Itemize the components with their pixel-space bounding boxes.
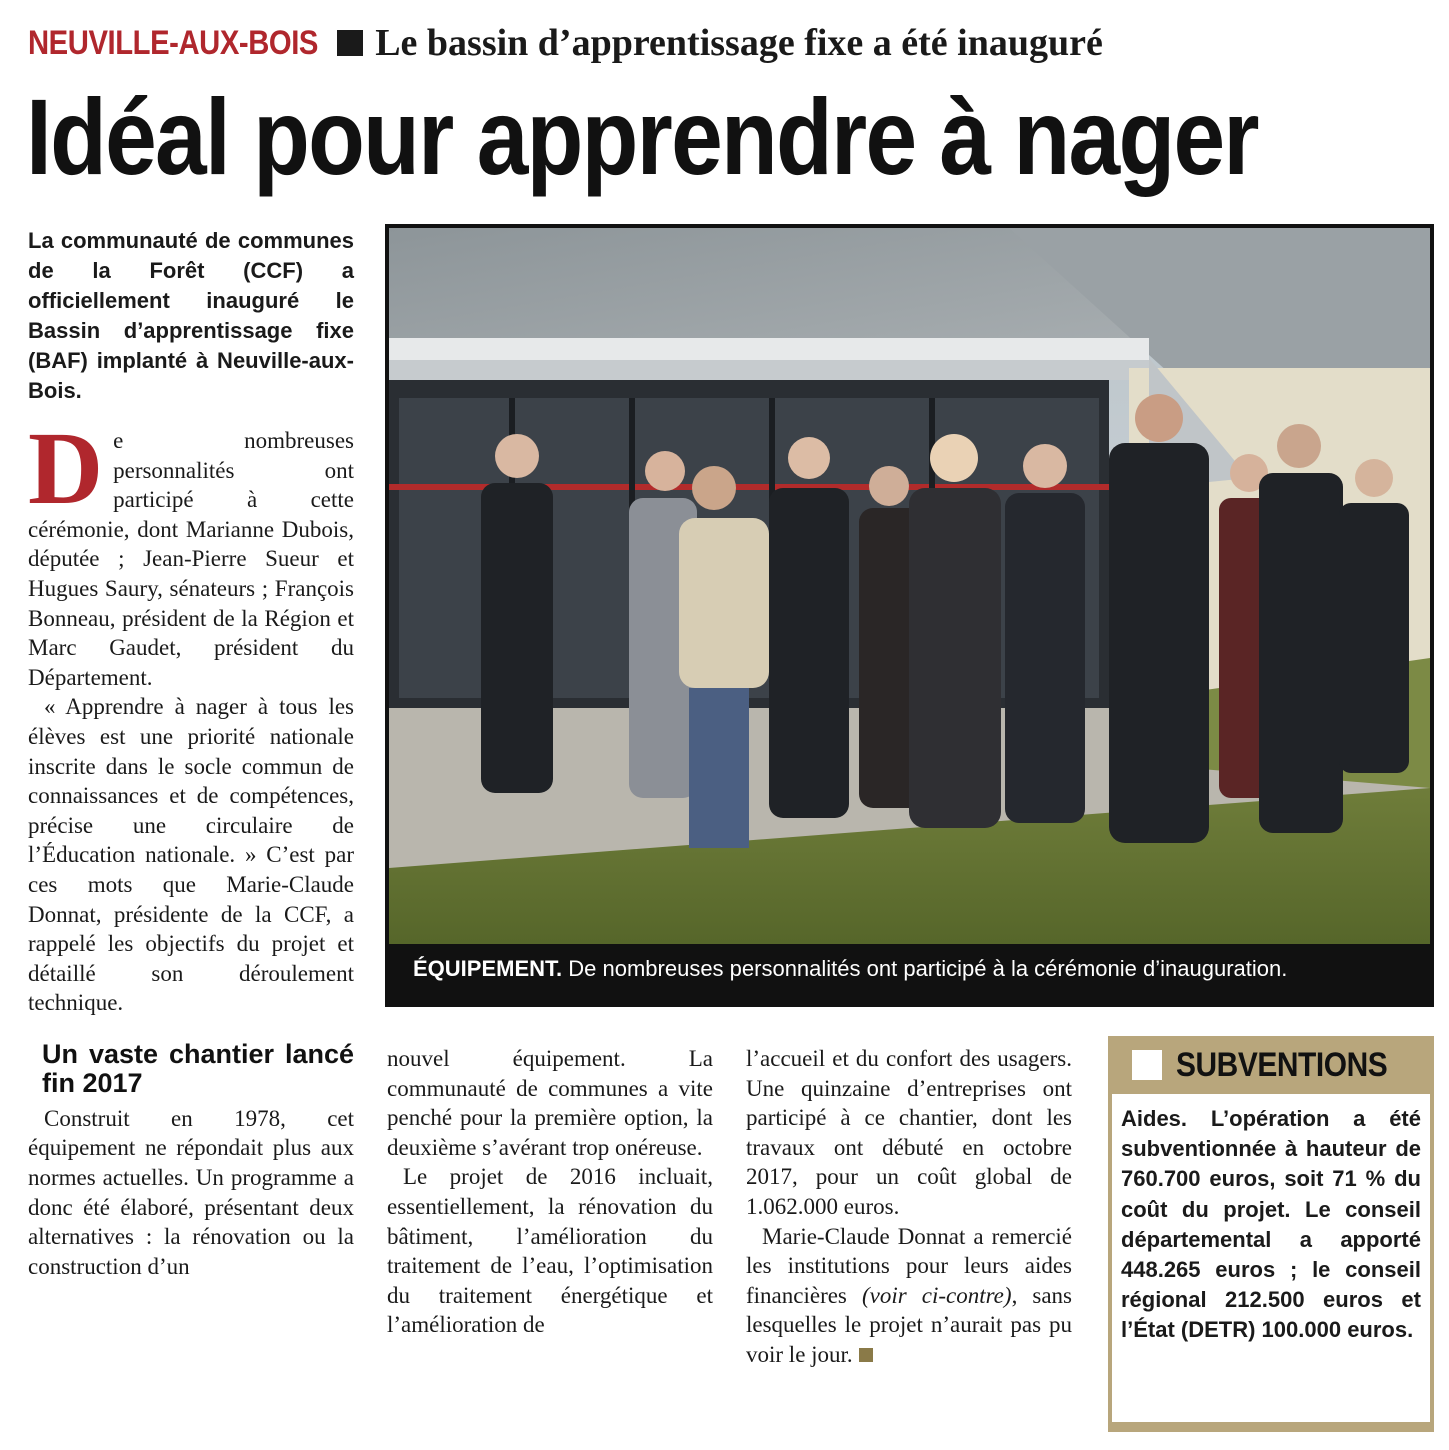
caption-text: De nombreuses personnalités ont participé à la cérémonie d’inauguration.: [562, 956, 1288, 981]
kicker: [28, 18, 1103, 68]
sidebar-label: Aides.: [1121, 1106, 1188, 1131]
paragraph-3: Construit en 1978, cet équipement ne répondait plus aux normes actuelles. Un programme a donc été élaboré, présentant deux alternatives : la rénovation ou la construction d’un: [28, 1105, 354, 1279]
paragraph-2: « Apprendre à nager à tous les élèves est une priorité nationale inscrite dans le socle commun de connaissances et de compétences, précise une circulaire de l’Éducation nationale. » C’est par ces mots que Marie-Claude Donnat, présidente de la CCF, a rappelé les objectifs du projet et détaillé son déroulement technique.: [28, 694, 354, 1016]
cross-reference: (voir ci-contre): [861, 1282, 1012, 1308]
paragraph-1: De nombreuses personnalités ont participé à cette cérémonie, dont Marianne Dubois, députée ; Jean-Pierre Sueur et Hugues Saury, sénateurs ; François Bonneau, président de la Région et Marc Gaudet, président du Département.: [28, 411, 354, 690]
lead-paragraph: La communauté de communes de la Forêt (CCF) a officiellement inauguré le Bassin d’apprentissage fixe (BAF) implanté à Neuville-aux-Bois.: [28, 228, 354, 403]
headline: Idéal pour apprendre à nager: [26, 76, 1258, 197]
end-of-article-icon: [859, 1348, 873, 1362]
paragraph-4-continued: l’accueil et du confort des usagers. Une quinzaine d’entreprises ont participé à ce chantier, dont les travaux ont débuté en octobre 2017, pour un coût global de 1.062.000 euros.: [746, 1046, 1072, 1219]
caption-label: ÉQUIPEMENT.: [413, 956, 563, 981]
sidebar-square-icon: [1132, 1050, 1162, 1080]
article-column-1: [28, 411, 354, 1281]
subheading: Un vaste chantier lancé fin 2017: [42, 1038, 354, 1098]
paragraph-3-continued: nouvel équipement. La communauté de communes a vite penché pour la première option, la deuxième s’avérant trop onéreuse.: [387, 1046, 713, 1160]
sidebar-title: SUBVENTIONS: [1176, 1045, 1388, 1084]
photo-frame: [385, 224, 1434, 1007]
sidebar-header: [1108, 1036, 1434, 1094]
sidebar-body: [1112, 1094, 1430, 1422]
inauguration-photo: [389, 228, 1430, 944]
article-column-2: [387, 1044, 713, 1340]
kicker-text: Le bassin d’apprentissage fixe a été inauguré: [375, 22, 1103, 64]
photo-illustration: [389, 228, 1430, 944]
paragraph-5: Marie-Claude Donnat a remercié les institutions pour leurs aides financières (voir ci-contre), sans lesquelles le projet n’aurait pas pu voir le jour.: [746, 1223, 1072, 1367]
kicker-location: NEUVILLE-AUX-BOIS: [28, 23, 318, 62]
subsidies-sidebar: [1108, 1036, 1434, 1432]
sidebar-text: L’opération a été subventionnée à hauteur de 760.700 euros, soit 71 % du coût du projet. Le conseil départemental a apporté 448.265 euros ; le conseil régional 212.500 euros et l’État (DETR) 100.000 euros.: [1121, 1106, 1421, 1343]
article-column-3: [746, 1044, 1072, 1370]
kicker-square-icon: [337, 30, 363, 56]
drop-cap: D: [28, 411, 104, 526]
photo-caption: [413, 956, 1413, 982]
paragraph-4: Le projet de 2016 incluait, essentiellement, la rénovation du bâtiment, l’amélioration du traitement de l’eau, l’optimisation du traitement énergétique et l’amélioration de: [387, 1164, 713, 1338]
